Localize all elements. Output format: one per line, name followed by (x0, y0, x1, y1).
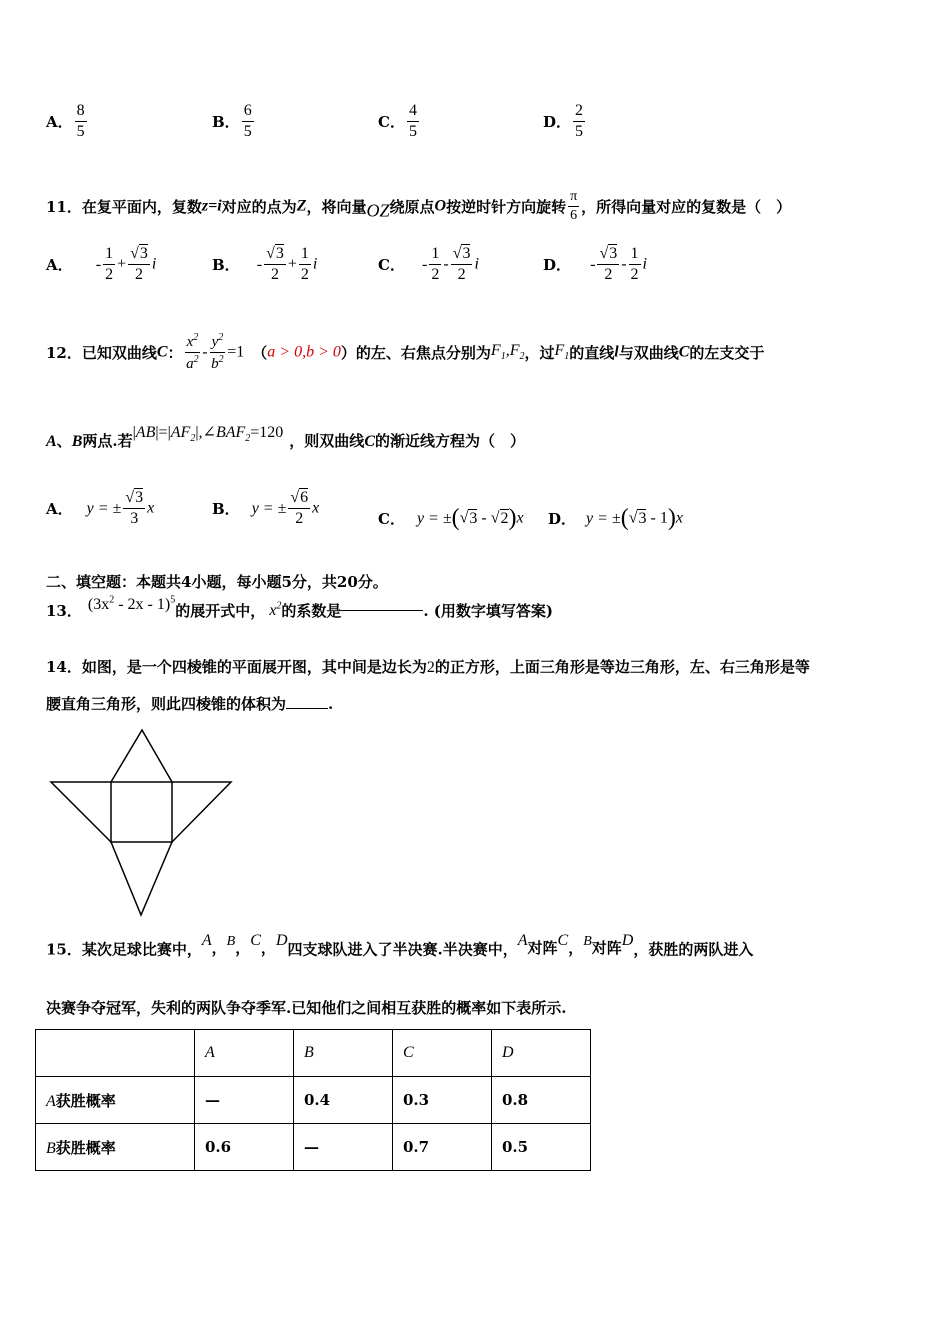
table-header-cell: A (195, 1030, 294, 1077)
q12-option-a: A． y = ± $\frac{√3}{3}$ x (46, 489, 155, 527)
section-title: 二、填空题：本题共4小题，每小题5分，共20分。 (46, 573, 388, 591)
table-header-row (36, 1030, 591, 1077)
right-triangle (172, 782, 231, 842)
den: 5 (243, 123, 252, 140)
q14-line2: 腰直角三角形，则此四棱锥的体积为 . (46, 695, 334, 713)
table-cell: — (294, 1124, 393, 1171)
table-row (36, 1124, 591, 1171)
q13-stem: 13． $(3x^2 - 2x - 1)^5$的展开式中， $x^2$的系数是 . (用数字填写答案) (46, 594, 553, 620)
den: 5 (76, 123, 85, 140)
q11-option-a: A． - $\frac{1}{2}$ + $\frac{√3}{2}$ i (46, 245, 157, 283)
q15-line1: 15．某次足球比赛中，A，B，C，D四支球队进入了半决赛.半决赛中，A对阵C，B对阵D，获胜的两队进入 (46, 932, 754, 959)
table-cell: 0.8 (492, 1077, 591, 1124)
q11-option-b: B． - $\frac{√3}{2}$ + $\frac{1}{2}$ i (212, 245, 318, 283)
probability-table (35, 1029, 591, 1171)
q12-option-b: B． y = ± $\frac{√6}{2}$ x (212, 489, 320, 527)
table-header-cell: B (294, 1030, 393, 1077)
den: 5 (575, 123, 584, 140)
num: 2 (573, 103, 585, 122)
table-cell: 0.3 (393, 1077, 492, 1124)
table-cell: 0.6 (195, 1124, 294, 1171)
q10-option-c: C． $\frac{4}{5}$ (378, 102, 417, 140)
table-row-label: A获胜概率 (36, 1077, 195, 1124)
table-cell: 0.5 (492, 1124, 591, 1171)
bottom-triangle (111, 842, 172, 915)
answer-blank[interactable] (286, 708, 328, 709)
table-corner-cell (36, 1030, 195, 1077)
q11-stem: 11．在复平面内，复数z=i对应的点为Z，将向量OZ绕原点O按逆时针方向旋转 $\frac{\pi}{6}$ ，所得向量对应的复数是（ ） (46, 189, 792, 223)
q12-line2: A、B两点.若$|AB|=|AF_2|,\angle BAF_2=120$ ，则双曲线C的渐近线方程为（ ） (46, 424, 525, 450)
center-square (111, 782, 172, 842)
top-triangle (111, 730, 172, 782)
q12-option-d: D． y = ±(√3 - 1)x (548, 505, 683, 531)
table-header-cell: C (393, 1030, 492, 1077)
table-row (36, 1077, 591, 1124)
q10-option-b: B． $\frac{6}{5}$ (212, 102, 252, 140)
q11-option-d: D． - $\frac{√3}{2}$ - $\frac{1}{2}$ i (543, 245, 647, 283)
table-cell: — (195, 1077, 294, 1124)
table-row-label: B获胜概率 (36, 1124, 195, 1171)
q14-line1: 14．如图，是一个四棱锥的平面展开图，其中间是边长为2的正方形，上面三角形是等边三角形，左、右三角形是等 (46, 658, 810, 676)
q12-option-c: C． y = ±(√3 - √2)x (378, 505, 524, 531)
pyramid-net-figure (45, 725, 240, 920)
answer-blank[interactable] (341, 610, 423, 611)
q10-option-a: A． $\frac{8}{5}$ (46, 102, 85, 140)
table-cell: 0.4 (294, 1077, 393, 1124)
num: 6 (242, 103, 254, 122)
table-header-cell: D (492, 1030, 591, 1077)
table-cell: 0.7 (393, 1124, 492, 1171)
q11-option-c: C． - $\frac{1}{2}$ - $\frac{√3}{2}$ i (378, 245, 479, 283)
left-triangle (51, 782, 111, 842)
q10-option-d: D． $\frac{2}{5}$ (543, 102, 584, 140)
num: 8 (75, 103, 87, 122)
num: 4 (407, 103, 419, 122)
den: 5 (408, 123, 417, 140)
vector-oz: OZ (366, 200, 390, 221)
q15-line2: 决赛争夺冠军，失利的两队争夺季军.已知他们之间相互获胜的概率如下表所示. (46, 999, 567, 1017)
q12-stem: 12．已知双曲线C： $\frac{x^2}{a^2}$ - $\frac{y^2}{b^2}$ =1 （a > 0,b > 0）的左、右焦点分别为$F_1,F_2$，过$F_1$的直线l与双曲线C的左支交于 (46, 332, 765, 372)
